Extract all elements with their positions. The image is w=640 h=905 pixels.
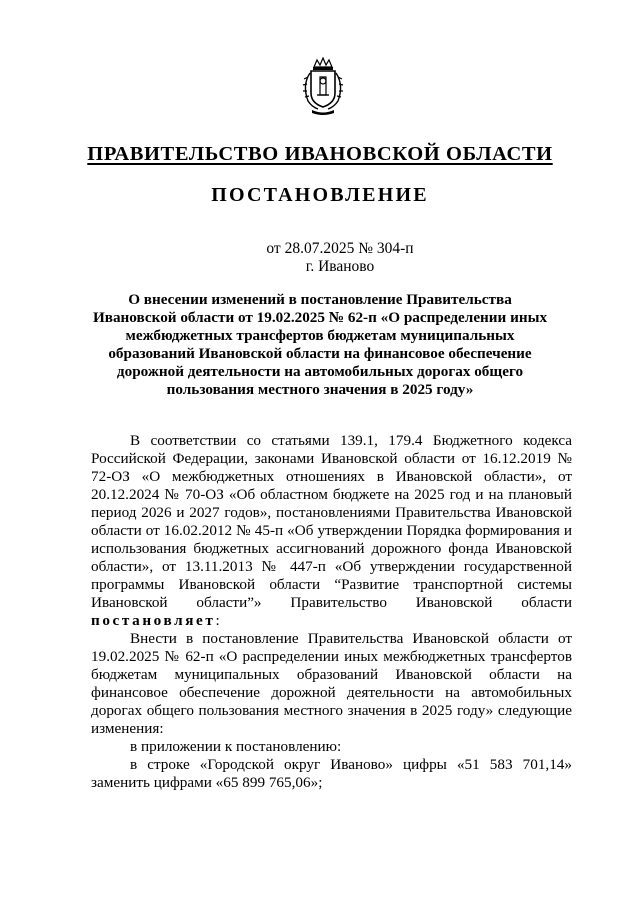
coat-of-arms-icon [298, 57, 348, 117]
document-date-number: от 28.07.2025 № 304-п [266, 240, 414, 257]
document-subject: О внесении изменений в постановление Правительства Ивановской области от 19.02.2025 № 62-п «О распределении иных межбюджетных трансфертов бюджетам муниципальных образований Ивановской области на финансовое обеспечение дорожной деятельности на автомобильных дорогах общего пользования местного значения в 2025 году» [92, 291, 548, 398]
government-title: ПРАВИТЕЛЬСТВО ИВАНОВСКОЙ ОБЛАСТИ [87, 143, 553, 165]
coat-of-arms-icon [298, 57, 348, 117]
amendment-paragraph: Внести в постановление Правительства Ивановской области от 19.02.2025 № 62-п «О распределении иных межбюджетных трансфертов бюджетам муниципальных образований Ивановской области на финансовое обеспечение дорожной деятельности на автомобильных дорогах общего пользования местного значения в 2025 году» следующие изменения: [91, 630, 572, 737]
document-type: ПОСТАНОВЛЕНИЕ [211, 184, 429, 206]
decree-word: постановляет [91, 612, 216, 629]
decree-colon: : [215, 612, 220, 629]
figures-change-paragraph: в строке «Городской округ Иваново» цифры «51 583 701,14» заменить цифрами «65 899 765,06»; [91, 756, 572, 791]
preamble-text: В соответствии со статьями 139.1, 179.4 Бюджетного кодекса Российской Федерации, законами Ивановской области от 16.12.2019 № 72-ОЗ «О межбюджетных отношениях в Ивановской области», от 20.12.2024 № 70-ОЗ «Об областном бюджете на 2025 год и на плановый период 2026 и 2027 годов», постановлениями Правительства Ивановской области от 16.02.2012 № 45-п «Об утверждении Порядка формирования и использования бюджетных ассигнований дорожного фонда Ивановской области», от 13.11.2013 № 447-п «Об утверждении государственной программы Ивановской области “Развитие транспортной системы Ивановской области”» Правительство Ивановской области [91, 432, 572, 611]
document-body [91, 432, 572, 792]
document-city: г. Иваново [305, 258, 375, 275]
appendix-paragraph: в приложении к постановлению: [130, 738, 342, 755]
preamble-paragraph [91, 432, 572, 630]
